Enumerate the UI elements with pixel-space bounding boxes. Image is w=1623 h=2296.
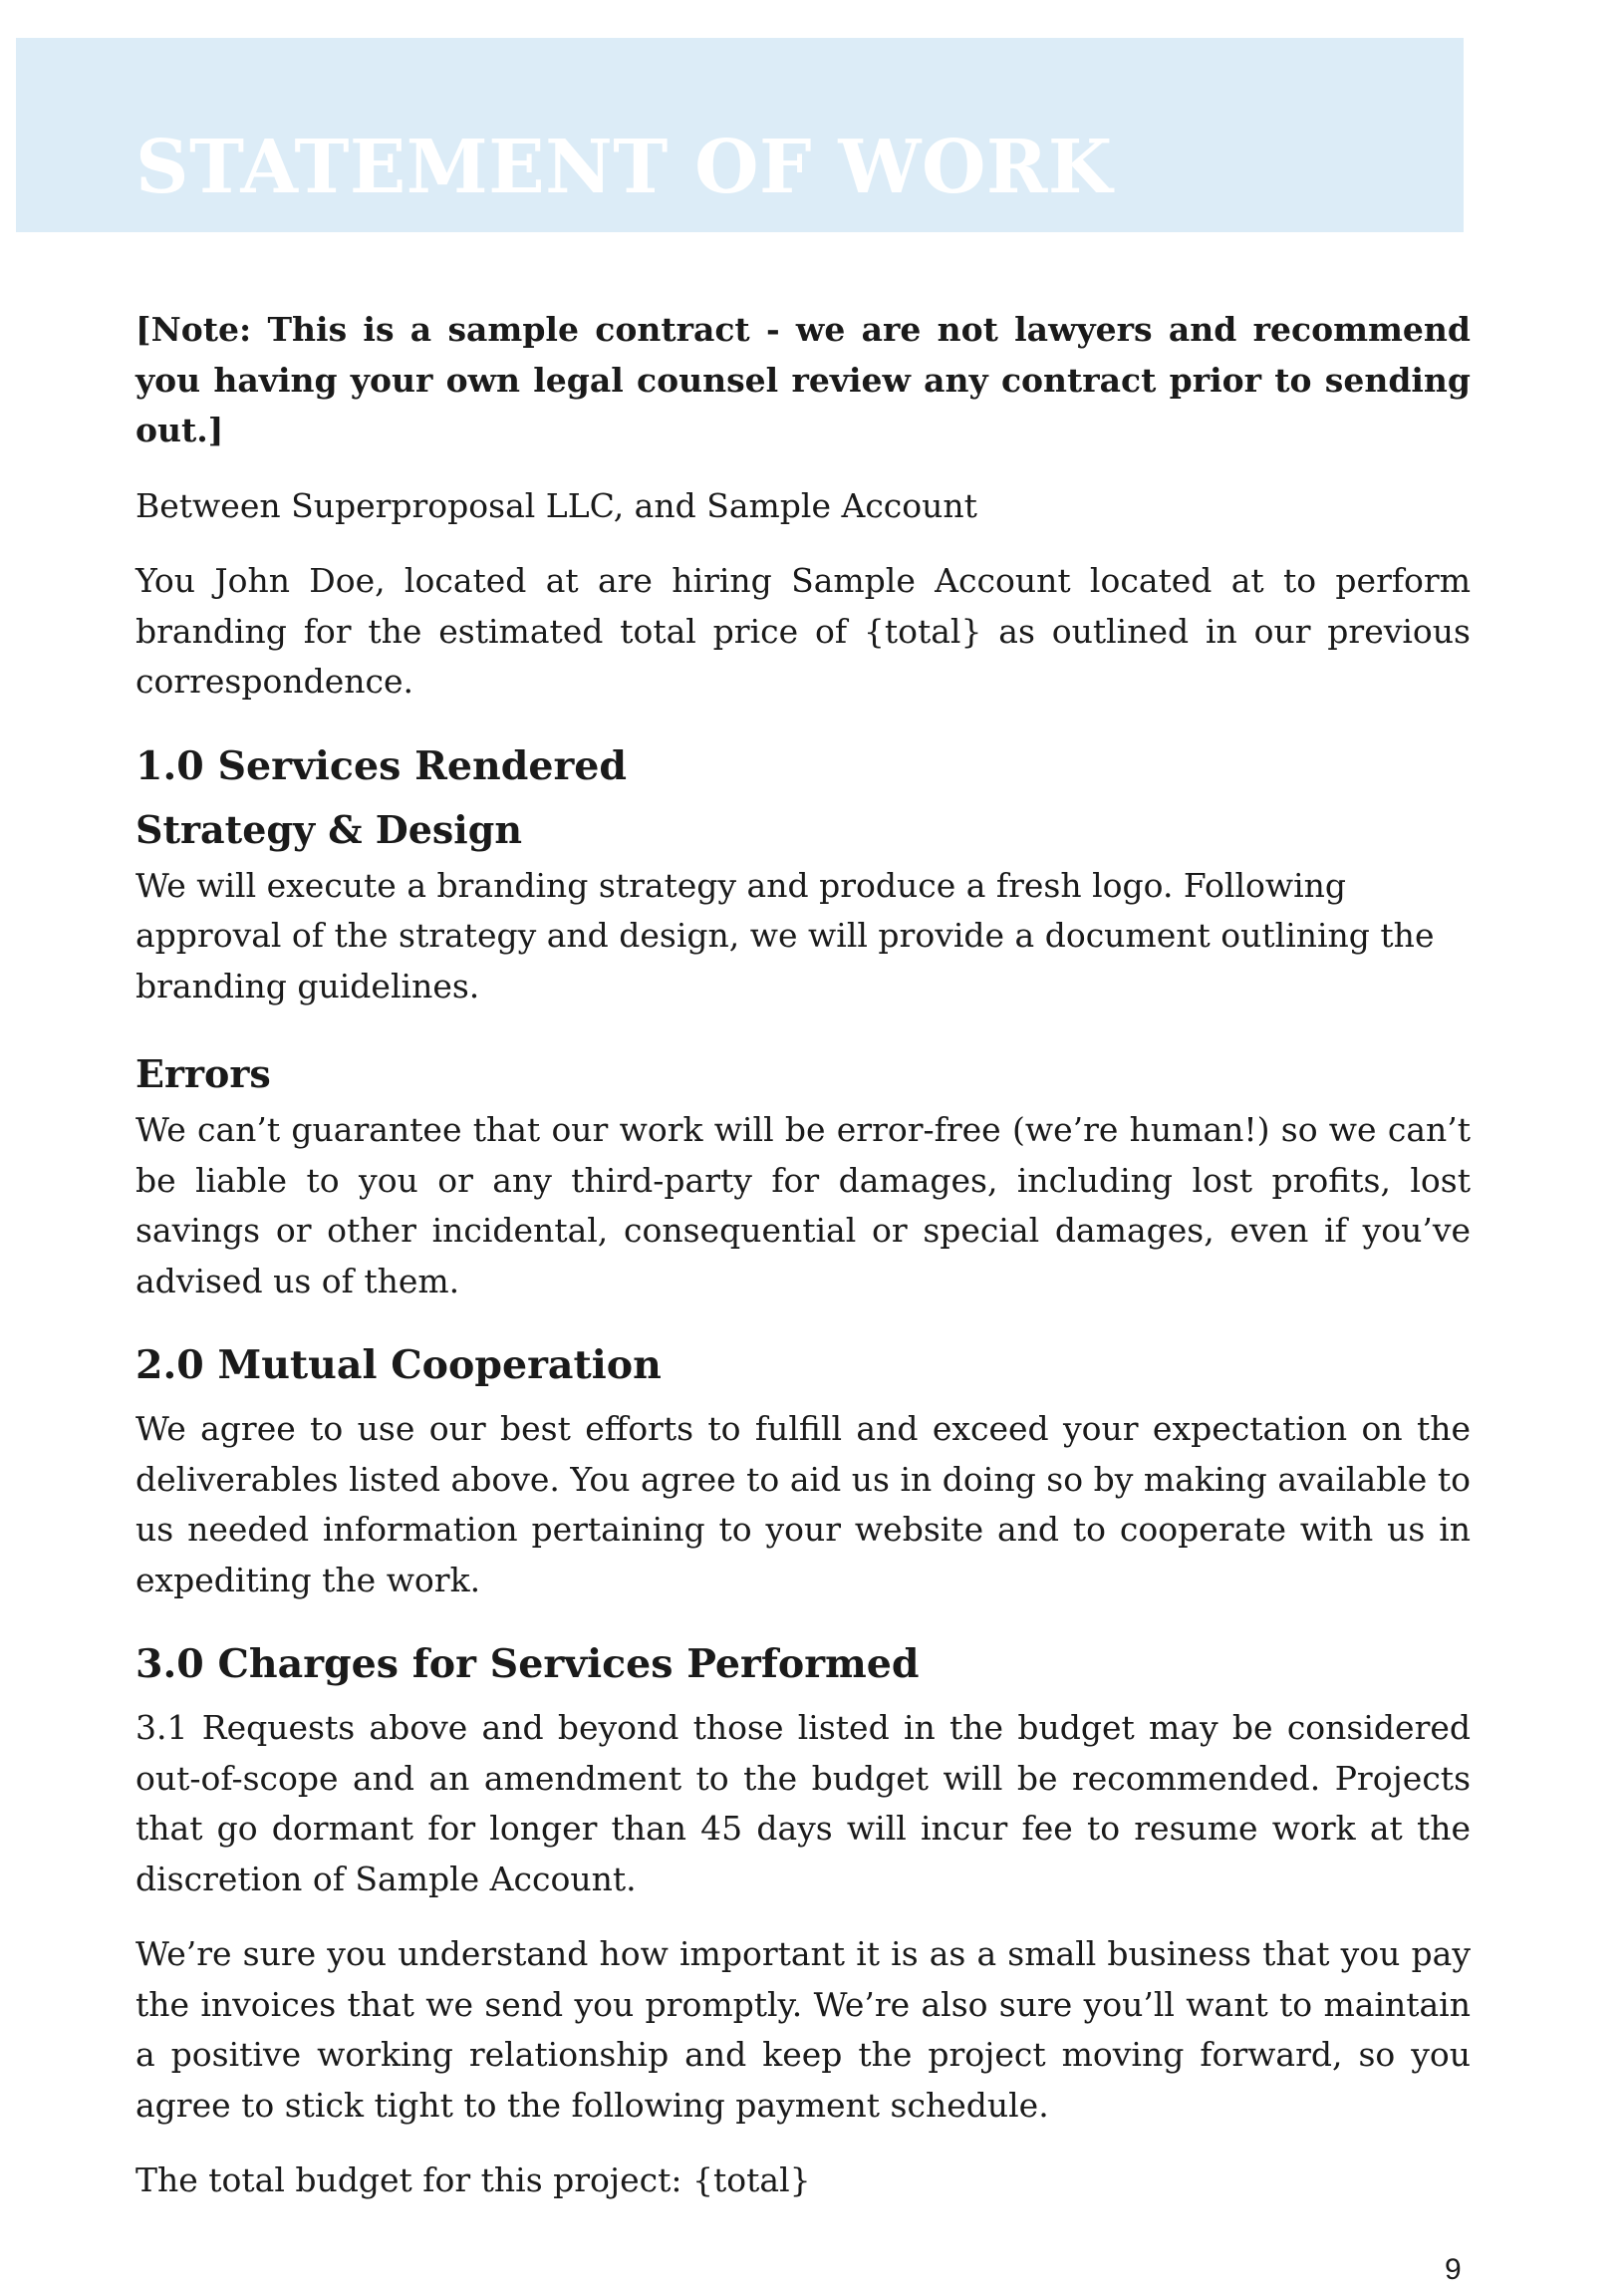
subheading-strategy-design: Strategy & Design: [135, 806, 522, 852]
page-number: 9: [1445, 2253, 1462, 2286]
section-heading-services: 1.0 Services Rendered: [135, 742, 628, 789]
total-budget-line: The total budget for this project: {total}: [135, 2160, 811, 2199]
parties-line: Between Superproposal LLC, and Sample Account: [135, 485, 977, 525]
section-heading-cooperation: 2.0 Mutual Cooperation: [135, 1342, 662, 1388]
section-heading-charges: 3.0 Charges for Services Performed: [135, 1641, 920, 1687]
charges-paragraph-1: 3.1 Requests above and beyond those listed in the budget may be considered out-of-scope and an amendment to the budget will be recommended. Projects that go dormant for longer than 45 days will incur fee to resume work at the discretion of Sample Account.: [135, 1708, 1471, 1898]
strategy-paragraph: We will execute a branding strategy and produce a fresh logo. Following approval of the strategy and design, we will provide a document outlining the branding guidelines.: [135, 865, 1435, 1005]
hiring-paragraph: You John Doe, located at are hiring Sample Account located at to perform branding for the estimated total price of {total} as outlined in our previous correspondence.: [135, 561, 1471, 701]
charges-paragraph-2: We’re sure you understand how important it is as a small business that you pay the invoices that we send you promptly. We’re also sure you’ll want to maintain a positive working relationship and keep the project moving forward, so you agree to stick tight to the following payment schedule.: [135, 1934, 1471, 2125]
legal-note: [Note: This is a sample contract - we are not lawyers and recommend you having your own legal counsel review any contract prior to sending out.]: [135, 310, 1471, 449]
document-title: STATEMENT OF WORK CONTRACT: [135, 125, 1113, 310]
errors-paragraph: We can’t guarantee that our work will be error-free (we’re human!) so we can’t be liable to you or any third-party for damages, including lost profits, lost savings or other incidental, consequential or special damages, even if you’ve advised us of them.: [135, 1110, 1471, 1300]
subheading-errors: Errors: [135, 1051, 271, 1096]
document-body: [135, 305, 1471, 2231]
header-banner: [16, 38, 1464, 310]
cooperation-paragraph: We agree to use our best efforts to fulfill and exceed your expectation on the deliverables listed above. You agree to aid us in doing so by making available to us needed information pertaining to your website and to cooperate with us in expediting the work.: [135, 1409, 1471, 1599]
